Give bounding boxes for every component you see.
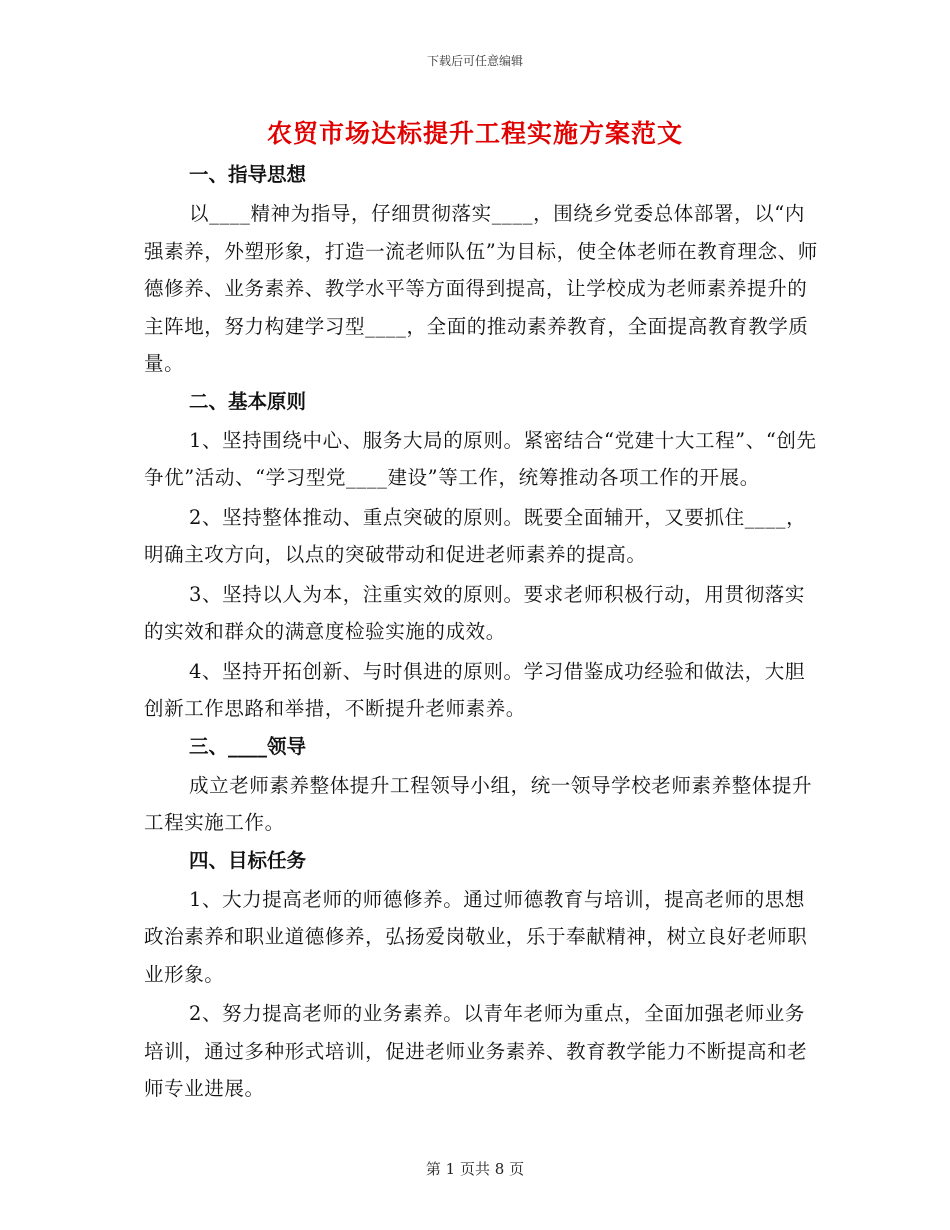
section-heading: 三、____领导 [189, 734, 307, 758]
paragraph: 1、大力提高老师的师德修养。通过师德教育与培训，提高老师的思想政治素养和职业道德修养，弘扬爱岗敬业，乐于奉献精神，树立良好老师职业形象。 [144, 887, 808, 986]
section-guiding-ideology [144, 156, 824, 383]
section-heading: 二、基本原则 [189, 389, 307, 413]
section-leadership [144, 728, 824, 842]
page-header-note: 下载后可任意编辑 [426, 54, 523, 68]
section-heading: 一、指导思想 [189, 163, 307, 186]
paragraph: 4、坚持开拓创新、与时俱进的原则。学习借鉴成功经验和做法，大胆创新工作思路和举措，不断提升老师素养。 [144, 659, 806, 720]
paragraph: 以____精神为指导，仔细贯彻落实____，围绕乡党委总体部署，以“内强素养，外塑形象，打造一流老师队伍”为目标，使全体老师在教育理念、师德修养、业务素养、教学水平等方面得到提高，让学校成为老师素养提升的主阵地，努力构建学习型____，全面的推动素养教育，全面提高教育教学质量。 [144, 202, 818, 375]
paragraph: 3、坚持以人为本，注重实效的原则。要求老师积极行动，用贯彻落实的实效和群众的满意度检验实施的成效。 [144, 582, 806, 643]
paragraph: 2、坚持整体推动、重点突破的原则。既要全面辅开，又要抓住____，明确主攻方向，以点的突破带动和促进老师素养的提高。 [144, 505, 807, 566]
page-number: 第 1 页共 8 页 [425, 1160, 525, 1178]
section-heading: 四、目标任务 [189, 848, 307, 872]
paragraph: 成立老师素养整体提升工程领导小组，统一领导学校老师素养整体提升工程实施工作。 [144, 773, 813, 834]
document-title: 农贸市场达标提升工程实施方案范文 [266, 119, 683, 148]
section-goals-tasks [144, 842, 824, 1108]
section-basic-principles [144, 383, 824, 728]
paragraph: 2、努力提高老师的业务素养。以青年老师为重点，全面加强老师业务培训，通过多种形式培训，促进老师业务素养、教育教学能力不断提高和老师专业进展。 [144, 1002, 808, 1100]
document-body [144, 156, 824, 1108]
paragraph: 1、坚持围绕中心、服务大局的原则。紧密结合“党建十大工程”、“创先争优”活动、“学习型党____建设”等工作，统筹推动各项工作的开展。 [144, 428, 817, 489]
